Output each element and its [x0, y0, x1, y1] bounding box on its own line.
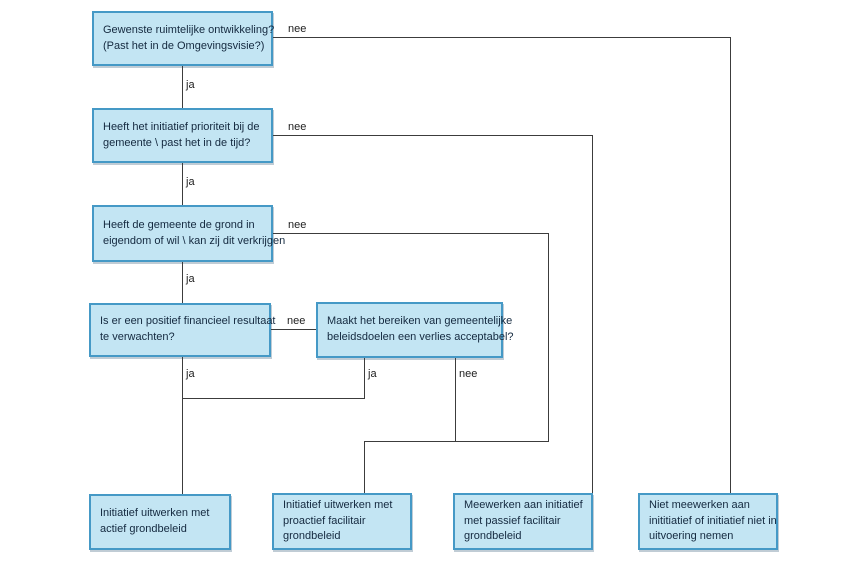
node-question-financieel-resultaat: [89, 303, 276, 357]
edge-label-q2-nee: nee: [288, 121, 307, 133]
node-text-line: Heeft het initiatief prioriteit bij de: [103, 120, 260, 133]
edge-label-q2-ja: ja: [186, 176, 195, 188]
node-text-line: inititiatief of initiatief niet in: [649, 514, 777, 527]
edge-label-q1-ja: ja: [186, 79, 195, 91]
node-outcome-niet-meewerken: [638, 493, 778, 550]
edge-q1-ja-line: [182, 66, 183, 108]
edge-q2-nee-horizontal-line: [273, 135, 593, 136]
edge-q3-nee-drop-line: [548, 233, 549, 442]
node-outcome-actief-grondbeleid: [89, 494, 231, 550]
node-text-line: met passief facilitair: [464, 514, 561, 527]
edge-q4-nee-horizontal-line: [271, 329, 316, 330]
edge-merge-to-proactief-line: [364, 441, 365, 493]
edge-q1-nee-to-niet-meewerken-line: [730, 37, 731, 493]
node-text-line: Niet meewerken aan: [649, 498, 750, 511]
edge-label-q3-ja: ja: [186, 273, 195, 285]
node-text-line: uitvoering nemen: [649, 530, 734, 543]
node-text-line: te verwachten?: [100, 331, 175, 343]
edge-label-q4-ja: ja: [186, 368, 195, 380]
node-text-line: beleidsdoelen een verlies acceptabel?: [327, 331, 514, 343]
node-text-line: Gewenste ruimtelijke ontwikkeling?: [103, 23, 275, 36]
node-outcome-passief-facilitair: [453, 493, 593, 550]
node-text-line: Initiatief uitwerken met: [100, 507, 210, 520]
edge-q5-nee-drop-line: [455, 358, 456, 442]
edge-q2-ja-line: [182, 163, 183, 205]
node-question-prioriteit: [92, 108, 273, 163]
edge-q1-nee-horizontal-line: [273, 37, 731, 38]
node-question-verlies-acceptabel: [316, 302, 514, 358]
edge-q5-ja-drop-line: [364, 358, 365, 399]
edge-q3-nee-horizontal-line: [273, 233, 549, 234]
node-text-line: gemeente \ past het in de tijd?: [103, 136, 251, 149]
edge-q4-ja-to-actief-line: [182, 357, 183, 494]
edge-q3-ja-line: [182, 262, 183, 303]
node-text-line: proactief facilitair: [283, 514, 366, 527]
edge-label-q5-nee: nee: [459, 368, 478, 380]
node-text-line: Meewerken aan initiatief: [464, 498, 583, 511]
node-outcome-proactief-facilitair: [272, 493, 412, 550]
node-text-line: Is er een positief financieel resultaat: [100, 315, 276, 328]
node-text-line: (Past het in de Omgevingsvisie?): [103, 39, 265, 52]
node-text-line: Maakt het bereiken van gemeentelijke: [327, 315, 513, 328]
node-question-omgevingsvisie: [92, 11, 273, 66]
node-text-line: grondbeleid: [283, 530, 341, 543]
edge-label-q3-nee: nee: [288, 219, 307, 231]
node-text-line: eigendom of wil \ kan zij dit verkrijgen: [103, 234, 286, 247]
node-text-line: Initiatief uitwerken met: [283, 498, 393, 511]
edge-q2-nee-to-passief-line: [592, 135, 593, 493]
edge-label-q1-nee: nee: [288, 23, 307, 35]
node-text-line: grondbeleid: [464, 530, 522, 543]
node-question-grond-eigendom: [92, 205, 286, 262]
edge-label-q4-nee: nee: [287, 315, 306, 327]
edge-nee-merge-horizontal-line: [364, 441, 549, 442]
node-text-line: Heeft de gemeente de grond in: [103, 218, 255, 231]
edge-label-q5-ja: ja: [368, 368, 377, 380]
edge-ja-merge-horizontal-line: [182, 398, 365, 399]
node-text-line: actief grondbeleid: [100, 523, 187, 535]
